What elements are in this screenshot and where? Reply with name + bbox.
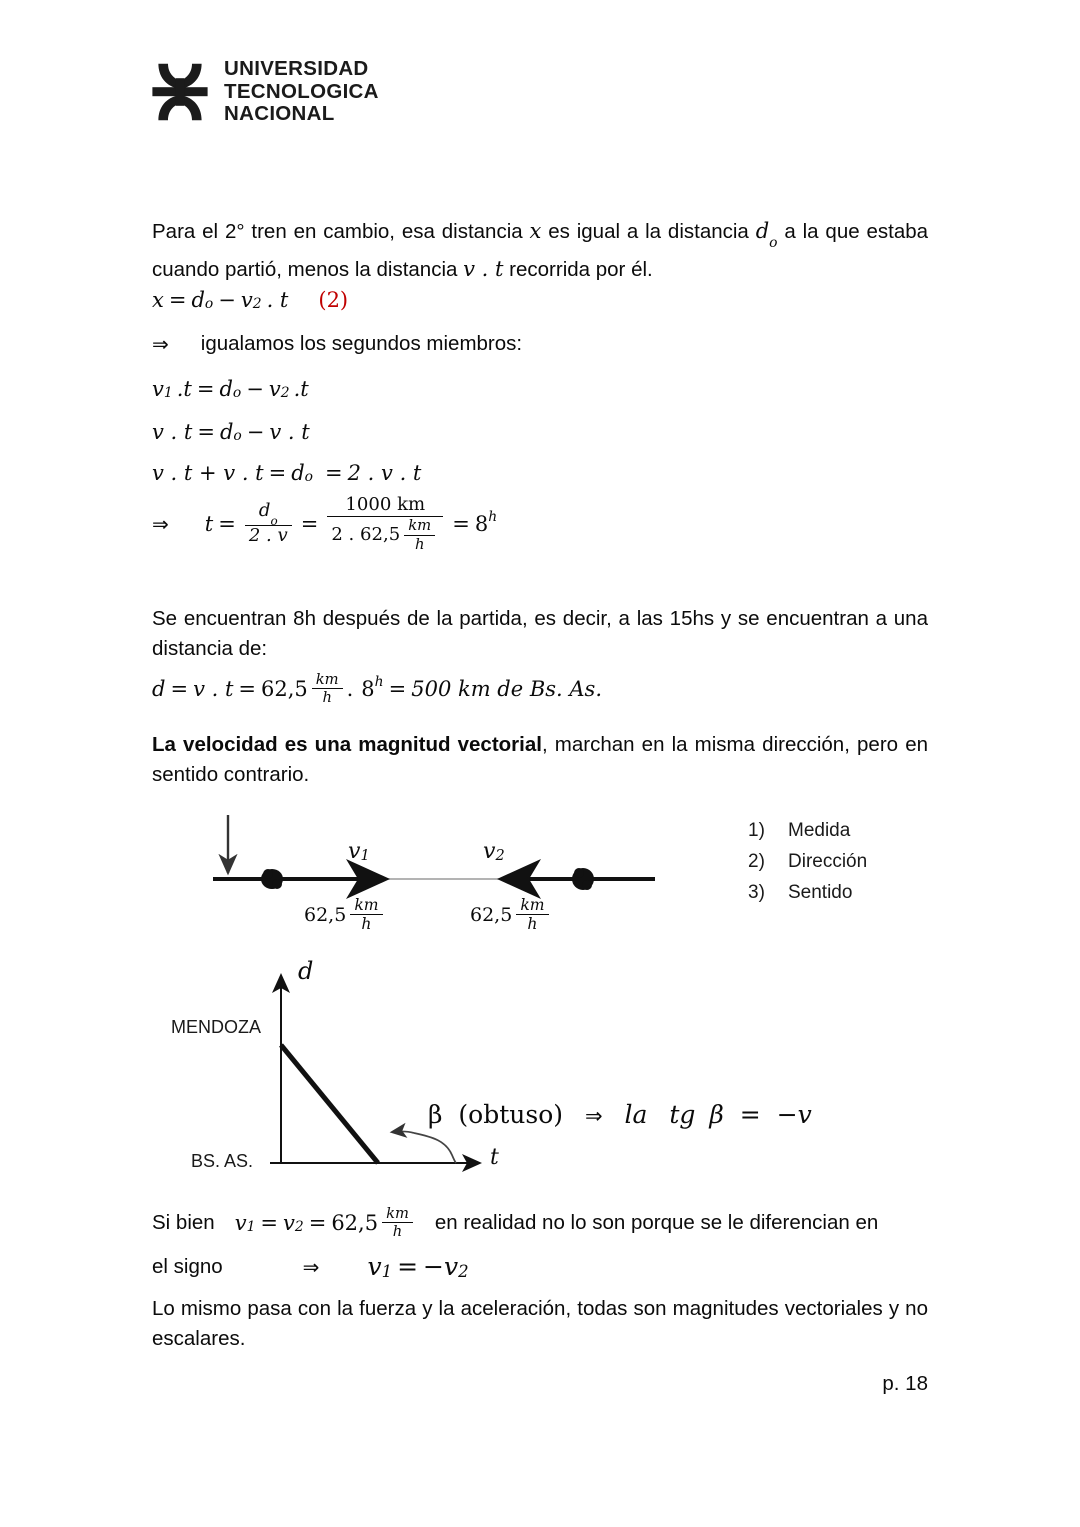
inline-var-d0: $d_o$ <box>755 219 778 252</box>
legend-number: 3) <box>748 882 765 903</box>
inline-var-vt: v . t <box>463 257 504 282</box>
legend-label: Sentido <box>788 882 853 903</box>
si-bien-equation: v 1 = v 2 = 62,5 $\frac{km}{h}$ <box>215 1206 417 1240</box>
encuentran-paragraph: Se encuentran 8h después de la partida, es decir, a las 15hs y se encuentran a una distancia de: <box>152 607 928 660</box>
graph-x-axis-label: t <box>490 1145 499 1170</box>
beta-result: −v <box>776 1100 812 1129</box>
lo-mismo-paragraph: Lo mismo pasa con la fuerza y la aceleración, todas son magnitudes vectoriales y no escalares. <box>152 1297 928 1350</box>
legend-number: 2) <box>748 851 765 872</box>
graph-label-mendoza: MENDOZA <box>171 1017 261 1037</box>
fraction-km-over-h: $\frac{km}{h}$ <box>516 897 548 933</box>
beta-la: la <box>624 1100 648 1129</box>
list-item <box>748 846 867 877</box>
document-header <box>150 58 379 126</box>
equation-7-distance: d = v . t = 62,5 $\frac{km}{h}$ . 8 h = 500 km de Bs. As. <box>152 671 603 707</box>
utn-sun-logo-icon <box>150 60 210 124</box>
graph-label-bsas: BS. AS. <box>191 1151 254 1171</box>
university-name <box>224 58 379 126</box>
igualamos-line <box>152 332 522 356</box>
vectorial-paragraph <box>152 730 928 790</box>
fraction-km-over-h: $\frac{km}{h}$ <box>312 672 343 706</box>
vector-label-v1: v 1 <box>348 839 370 864</box>
distance-time-graph <box>165 955 505 1190</box>
intro-text-3: a la que estaba cuando partió, menos la distancia <box>152 220 929 282</box>
vectorial-bold-lead: La velocidad es una magnitud vectorial <box>152 733 542 756</box>
igualamos-text: igualamos los segundos miembros: <box>200 332 523 355</box>
vector-properties-legend <box>748 815 867 908</box>
speed-label-right: 62,5 $\frac{km}{h}$ <box>470 897 553 933</box>
legend-label: Dirección <box>788 851 868 872</box>
equation-4: v . t = d o − v . t <box>152 420 310 445</box>
si-bien-text-1: Si bien <box>152 1210 215 1234</box>
graph-y-axis-label: d <box>298 957 314 985</box>
signo-equation: v 1 = −v 2 <box>367 1252 469 1281</box>
implies-icon: ⇒ <box>152 332 169 356</box>
equation-3: v 1 .t = d o − v 2 .t <box>152 377 309 402</box>
list-item <box>748 877 867 908</box>
beta-equals: = <box>739 1100 761 1129</box>
fraction-km-over-h: $\frac{km}{h}$ <box>382 1206 413 1240</box>
fraction-km-over-h: $\frac{km}{h}$ <box>350 897 382 933</box>
logo-line-3: NACIONAL <box>224 102 335 125</box>
vector-label-v2: v 2 <box>483 839 505 864</box>
logo-line-1: UNIVERSIDAD <box>224 57 369 80</box>
si-bien-text-2: en realidad no lo son porque se le diferencian en <box>434 1210 879 1234</box>
legend-label: Medida <box>788 820 851 841</box>
velocity-vector-diagram <box>200 805 680 955</box>
equation-6-time: ⇒ t = $\frac{d_o}{2 . v}$ = 1000 km 2 . 62,5 $\frac{km}{h}$ = 8 h <box>152 494 498 553</box>
vectorial-rest: , marchan en la misma dirección, pero en sentido contrario. <box>152 733 928 786</box>
equation-5: v . t + v . t = d o = 2 . v . t <box>152 461 422 486</box>
implies-icon: ⇒ <box>152 512 169 537</box>
implies-icon: ⇒ <box>302 1254 320 1279</box>
intro-text-2: es igual a la distancia <box>548 220 749 243</box>
fraction-1000km-over-2x62.5: 1000 km 2 . 62,5 $\frac{km}{h}$ <box>327 496 443 552</box>
el-signo-line <box>152 1252 469 1281</box>
fraction-d0-over-2v: $\frac{d_o}{2 . v}$ <box>245 502 292 545</box>
speed-label-left: 62,5 $\frac{km}{h}$ <box>304 897 387 933</box>
list-item <box>748 815 867 846</box>
intro-paragraph <box>152 216 928 285</box>
inline-var-x: x <box>529 219 542 243</box>
beta-note: (obtuso) <box>458 1100 563 1129</box>
el-signo-text: el signo <box>152 1254 223 1278</box>
fraction-km-over-h: $\frac{km}{h}$ <box>404 518 435 552</box>
legend-number: 1) <box>748 820 765 841</box>
page-number: p. 18 <box>882 1372 928 1395</box>
logo-line-2: TECNOLOGICA <box>224 79 379 103</box>
beta-symbol: β <box>428 1100 443 1129</box>
si-bien-line <box>152 1206 878 1240</box>
intro-text-4: recorrida por él. <box>509 258 653 282</box>
beta-angle-annotation <box>428 1100 812 1129</box>
equation-tag-2: (2) <box>318 288 349 312</box>
implies-icon: ⇒ <box>584 1104 603 1128</box>
beta-tg: tg <box>669 1100 696 1129</box>
intro-text-1: Para el 2° tren en cambio, esa distancia <box>152 220 523 243</box>
equation-2: x = d o − v 2 . t (2) <box>152 288 349 313</box>
beta-symbol-2: β <box>709 1100 724 1129</box>
